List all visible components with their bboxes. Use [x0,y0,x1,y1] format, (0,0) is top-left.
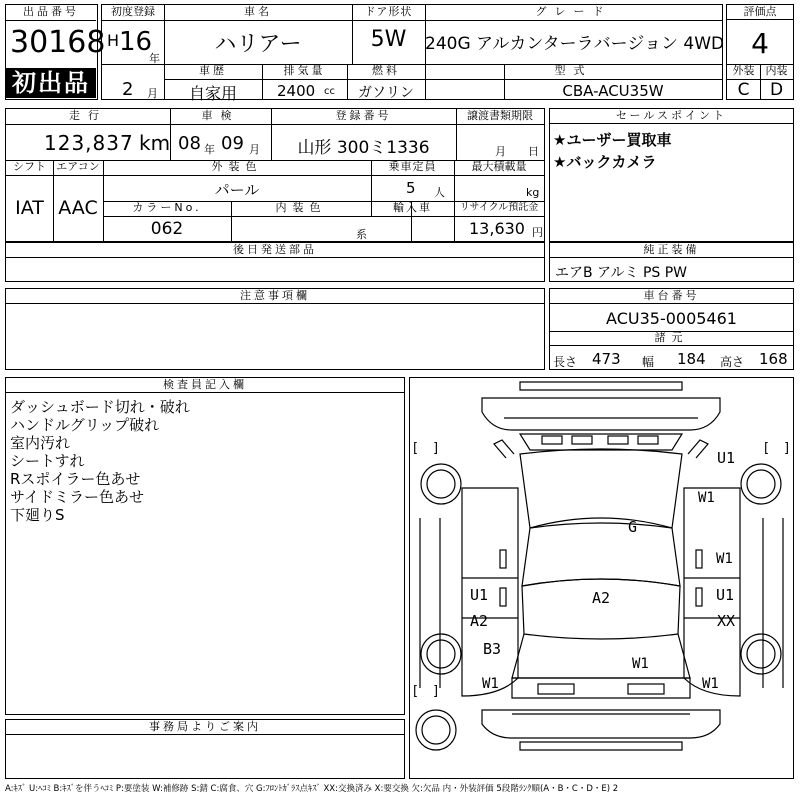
legend-text: A:ｷｽﾞ U:ﾍｺﾐ B:ｷｽﾞを伴うﾍｺﾐ P:要塗装 W:補修跡 S:錆 C:腐食、穴 G:ﾌﾛﾝﾄｶﾞﾗｽ点ｷｽﾞ XX:交換済み X:要交換 欠:欠品 内・外装評価 5段階ﾗﾝｸ順(A・B・C・D・E) 2 [5,784,619,794]
chassis-label: 車台番号 [550,289,793,304]
detail-box [5,108,545,242]
office-label: 事務局よりご案内 [6,720,404,735]
ext-score-value: C [737,80,750,100]
damage-mark: U1 [717,449,736,467]
chassis-value: ACU35-0005461 [606,309,737,328]
damage-mark: U1 [470,586,489,604]
aircon-label: エアコン [56,160,100,173]
car-name-value: ハリアー [214,32,302,57]
length-label: 長さ [553,355,578,369]
color-no-value: 062 [150,219,184,239]
first-reg-label: 初度登録 [111,5,155,18]
lot-box [5,4,106,100]
bracket-mark: [ [413,441,419,456]
dims-label: 諸元 [550,331,793,346]
registration-label: 登録番号 [335,109,392,122]
fuel-label: 燃料 [372,64,400,77]
damage-mark: A2 [592,589,611,607]
inspection-month-unit: 月 [249,143,260,156]
inspector-line: 室内汚れ [10,434,71,452]
sales-point-2: ★バックカメラ [553,153,657,171]
inspection-year-unit: 年 [204,143,215,156]
damage-mark: B3 [483,640,502,658]
transfer-month-unit: 月 [495,145,506,158]
inspector-line: サイドミラー色あせ [10,488,144,506]
damage-mark: W1 [632,656,649,672]
inspector-line: ダッシュボード切れ・破れ [10,398,190,416]
door-value: 5W [370,27,407,52]
displacement-label: 排気量 [283,64,326,77]
inspector-line: Rスポイラー色あせ [10,470,141,488]
lot-label: 出品番号 [6,5,96,21]
damage-mark: W1 [698,490,715,506]
ext-color-value: パール [214,181,260,199]
height-label: 高さ [720,355,745,369]
inspector-line: 下廻りS [10,506,65,524]
transfer-label: 譲渡書類期限 [467,109,533,122]
capacity-label: 乗車定員 [388,160,437,173]
ext-score-label: 外装 [732,64,755,77]
office-box [5,719,405,779]
int-color-label: 内装色 [275,201,327,214]
equipment-box [549,242,794,282]
bracket-mark: [ [413,684,419,699]
car-outline-diagram [410,378,793,778]
first-listing-badge: 初出品 [6,68,96,98]
chassis-box [549,288,794,370]
grade-label: グレード [535,5,612,18]
inspector-label: 検査員記入欄 [6,378,404,393]
registration-value: 山形 300ミ1336 [297,138,430,158]
bracket-mark: ] [433,441,439,456]
mileage-unit: km [139,131,171,155]
bracket-mark: ] [784,441,790,456]
door-label: ドア形状 [364,5,413,18]
first-reg-year-unit: 年 [149,52,160,65]
history-label: 車歴 [199,64,227,77]
damage-map [409,377,794,779]
recycle-label: リサイクル預託金 [459,202,539,213]
capacity-unit: 人 [434,186,445,199]
ext-color-label: 外装色 [211,160,263,173]
aircon-value: AAC [58,197,98,219]
max-load-unit: kg [526,186,540,199]
recycle-value: 13,630 [469,219,525,238]
vehicle-info-box [101,4,725,103]
first-reg-month-unit: 月 [147,87,158,100]
damage-mark: XX [717,612,736,630]
int-score-label: 内装 [765,64,788,77]
damage-mark: W1 [702,676,719,692]
notes-label: 注意事項欄 [6,289,544,304]
sales-points-box [549,108,794,242]
grade-value: 240G アルカンターラバージョン 4WD [425,34,725,54]
capacity-value: 5 [406,179,416,197]
length-value: 473 [592,350,621,368]
notes-box [5,288,545,370]
color-no-label: カラーNo. [132,201,202,214]
damage-mark: W1 [482,676,499,692]
mileage-value: 123,837 [44,131,134,155]
first-reg-month: 2 [122,79,134,100]
int-score-value: D [769,80,784,100]
inspector-box [5,377,405,715]
first-reg-era: H [107,31,120,50]
width-value: 184 [677,350,706,368]
displacement-value: 2400 [277,82,316,100]
later-parts-box [5,242,545,282]
max-load-label: 最大積載量 [471,160,527,173]
bracket-mark: ] [433,684,439,699]
later-parts-label: 後日発送部品 [6,243,544,258]
sales-points-label: セールスポイント [550,109,793,124]
damage-mark: U1 [716,586,735,604]
recycle-unit: 円 [532,226,543,239]
inspector-line: シートすれ [10,452,85,470]
first-reg-year: 16 [119,27,153,57]
import-label: 輸入車 [393,201,432,214]
sales-point-1: ★ユーザー買取車 [553,131,672,149]
width-label: 幅 [642,355,655,369]
inspection-year: 08 [178,133,201,154]
car-name-label: 車名 [244,5,272,18]
model-code-value: CBA-ACU35W [562,82,664,100]
fuel-value: ガソリン [358,85,414,101]
damage-mark: G [628,518,638,536]
displacement-unit: cc [324,86,335,97]
bracket-mark: [ [764,441,770,456]
int-color-unit: 系 [356,228,367,241]
height-value: 168 [759,350,788,368]
damage-mark: A2 [470,612,489,630]
score-value: 4 [751,27,769,60]
inspection-month: 09 [221,133,244,154]
equipment-label: 純正装備 [550,243,793,258]
score-label: 評価点 [727,5,793,20]
inspection-label: 車検 [201,109,240,122]
history-value: 自家用 [188,84,237,103]
lot-number: 30168 [10,25,106,60]
equipment-value: エアB アルミ PS PW [555,265,688,281]
mileage-label: 走行 [69,109,107,122]
transfer-day-unit: 日 [528,145,539,158]
model-code-label: 型式 [554,64,593,77]
inspector-line: ハンドルグリップ破れ [10,416,160,434]
shift-value: IAT [15,197,44,219]
score-box [726,4,794,100]
shift-label: シフト [13,160,46,173]
damage-mark: W1 [716,551,733,567]
